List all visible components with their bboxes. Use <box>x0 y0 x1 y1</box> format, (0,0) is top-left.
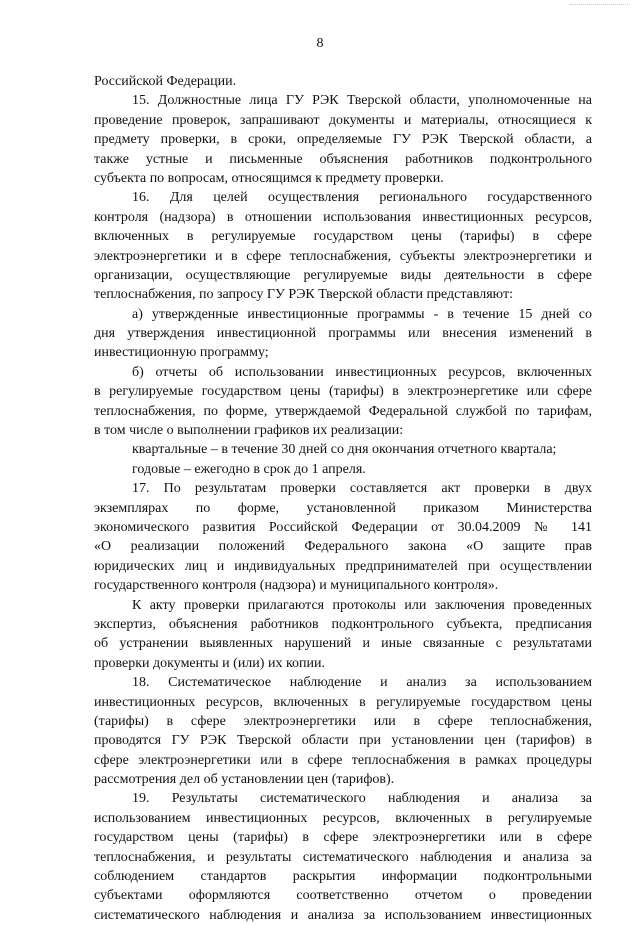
text-line: субъекта по вопросам, относящимся к предмету проверки. <box>94 170 444 186</box>
text-line: 16. Для целей осуществления регионального государственного <box>132 190 592 206</box>
text-line: квартальные – в течение 30 дней со дня окончания отчетного квартала; <box>132 442 557 458</box>
text-line: контроля (надзора) в отношении использования инвестиционных ресурсов, <box>94 209 592 225</box>
text-line: экономического развития Российской Федерации от 30.04.2009 № 141 <box>94 519 592 535</box>
text-line: также устные и письменные объяснения работников подконтрольного <box>94 151 592 167</box>
text-line: проверки документы и (или) их копии. <box>94 655 326 671</box>
text-line: в регулируемые государством цены (тарифы) в электроэнергетике или сфере <box>94 384 592 400</box>
text-line: включенных в регулируемые государством цены (тарифы) в сфере <box>94 229 592 245</box>
text-line: об устранении выявленных нарушений и иные связанные с результатами <box>94 636 592 652</box>
text-line: проведение проверок, запрашивают документы и материалы, относящиеся к <box>94 112 592 128</box>
text-line: экземплярах по форме, установленной приказом Министерства <box>94 500 592 516</box>
text-line: сфере электроэнергетики или в сфере теплоснабжения в рамках процедуры <box>94 752 592 768</box>
text-line: 17. По результатам проверки составляется акт проверки в двух <box>132 481 592 497</box>
text-line: (тарифы) в сфере электроэнергетики или в сфере теплоснабжения, <box>94 713 592 729</box>
text-line: государственного контроля (надзора) и муниципального контроля». <box>94 578 499 594</box>
text-line: К акту проверки прилагаются протоколы или заключения проведенных <box>132 597 592 613</box>
text-line: дня утверждения инвестиционной программы или внесения изменений в <box>94 326 592 342</box>
document-body <box>94 72 592 925</box>
text-line: предмету проверки, в сроки, определяемые ГУ РЭК Тверской области, а <box>94 132 592 148</box>
text-line: 15. Должностные лица ГУ РЭК Тверской области, уполномоченные на <box>132 93 592 109</box>
text-line: организации, осуществляющие регулируемые виды деятельности в сфере <box>94 267 592 283</box>
text-line: инвестиционных ресурсов, включенных в регулируемые государством цены <box>94 694 592 710</box>
text-line: использованием инвестиционных ресурсов, включенных в регулируемые <box>94 810 592 826</box>
text-line: а) утвержденные инвестиционные программы - в течение 15 дней со <box>132 306 592 322</box>
text-line: теплоснабжения, по запросу ГУ РЭК Тверской области представляют: <box>94 287 513 303</box>
text-line: экспертиз, объяснения работников подконтрольного субъекта, предписания <box>94 616 592 632</box>
text-line: б) отчеты об использовании инвестиционных ресурсов, включенных <box>132 364 592 380</box>
text-line: теплоснабжения, и результаты систематического наблюдения и анализа за <box>94 849 592 865</box>
text-line: «О реализации положений Федерального закона «О защите прав <box>94 539 592 555</box>
page-number: 8 <box>316 36 324 51</box>
text-line: субъектами оформляются соответственно отчетом о проведении <box>94 888 592 904</box>
text-line: проводятся ГУ РЭК Тверской области при установлении цен (тарифов) в <box>94 733 592 749</box>
text-line: 19. Результаты систематического наблюдения и анализа за <box>132 791 592 807</box>
text-line: государством цены (тарифы) в сфере электроэнергетики или в сфере <box>94 830 592 846</box>
scan-edge-mark <box>570 4 630 5</box>
text-line: рассмотрения дел об установлении цен (тарифов). <box>94 772 395 788</box>
text-line: в том числе о выполнении графиков их реализации: <box>94 423 404 439</box>
text-line: 18. Систематическое наблюдение и анализ за использованием <box>132 675 592 691</box>
text-line: годовые – ежегодно в срок до 1 апреля. <box>132 461 366 477</box>
text-line: систематического наблюдения и анализа за использованием инвестиционных <box>94 907 592 923</box>
text-line: инвестиционную программу; <box>94 345 269 361</box>
text-line: Российской Федерации. <box>94 74 237 89</box>
text-line: теплоснабжения, по форме, утверждаемой Федеральной службой по тарифам, <box>94 403 592 419</box>
text-line: соблюдением стандартов раскрытия информации подконтрольными <box>94 869 592 885</box>
text-line: юридических лиц и индивидуальных предпринимателей при осуществлении <box>94 558 592 574</box>
text-line: электроэнергетики и в сфере теплоснабжения, субъекты электроэнергетики и <box>94 248 592 264</box>
